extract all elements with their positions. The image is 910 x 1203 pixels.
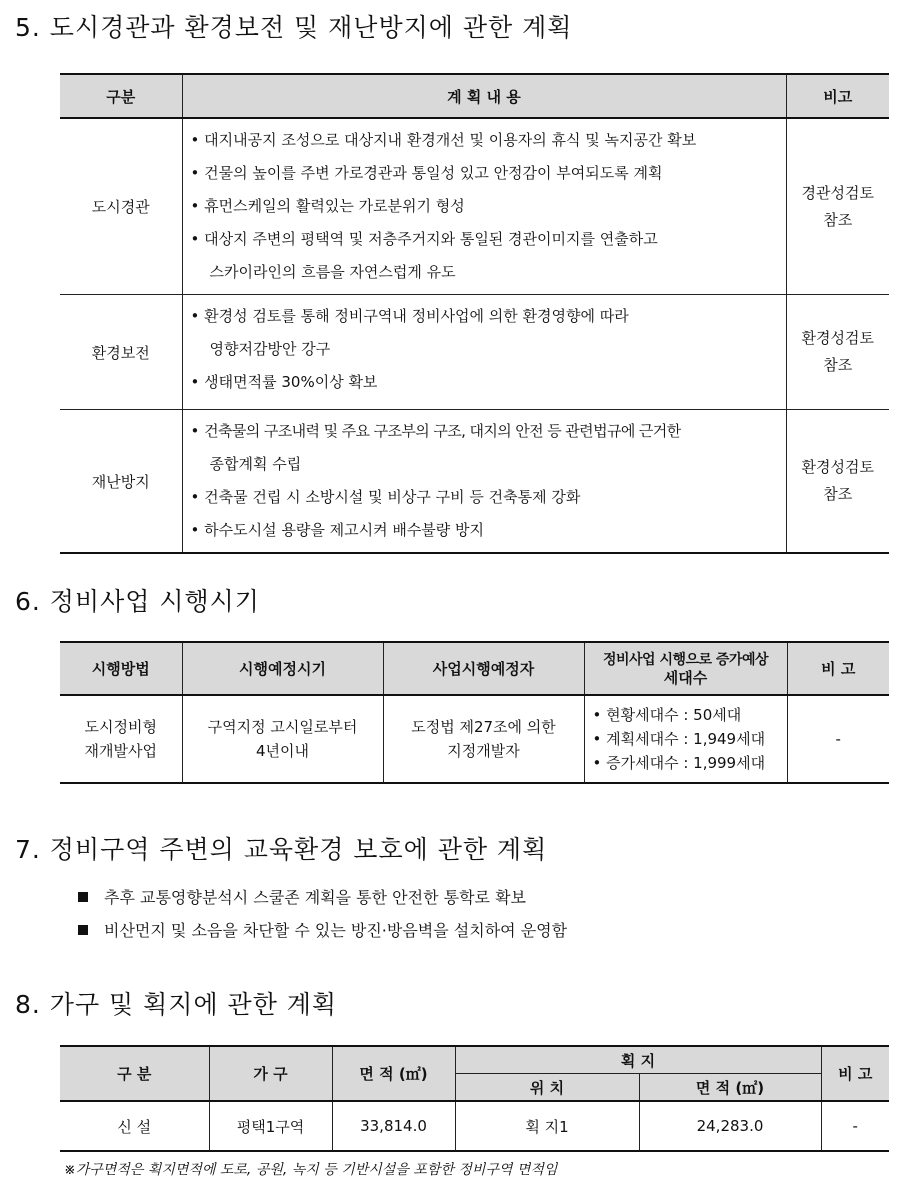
bullet-continuation: 영향저감방안 강구 (209, 340, 331, 358)
project-schedule-table (60, 641, 889, 784)
block-cell: 평택1구역 (209, 1101, 332, 1151)
footnote: ※가구면적은 획지면적에 도로, 공원, 녹지 등 기반시설을 포함한 정비구역 면적임 (64, 1162, 558, 1178)
bullet-line: • 휴먼스케일의 활력있는 가로분위기 형성 (190, 197, 465, 215)
bullet-continuation: 스카이라인의 흐름을 자연스럽게 유도 (209, 263, 456, 281)
landscape-environment-disaster-table (60, 73, 889, 554)
column-header-location: 위 치 (455, 1074, 639, 1102)
period-cell: 구역지정 고시일로부터 4년이내 (182, 695, 383, 783)
column-header-category: 구분 (60, 74, 182, 118)
column-header-remarks: 비 고 (787, 642, 889, 695)
operator-cell: 도정법 제27조에 의한 지정개발자 (383, 695, 584, 783)
column-header-category: 구 분 (60, 1046, 209, 1101)
bullet-line: • 환경성 검토를 통해 정비구역내 정비사업에 의한 환경영향에 따라 (190, 307, 629, 325)
column-header-operator: 사업시행예정자 (383, 642, 584, 695)
table-row (60, 295, 889, 410)
table-header-row (60, 74, 889, 118)
row-remarks: 환경성검토 참조 (786, 410, 889, 554)
column-header-method: 시행방법 (60, 642, 182, 695)
list-item: 비산먼지 및 소음을 차단할 수 있는 방진·방음벽을 설치하여 운영함 (78, 917, 567, 950)
column-header-remarks: 비고 (786, 74, 889, 118)
row-plan-content (182, 295, 786, 410)
row-remarks: 환경성검토 참조 (786, 295, 889, 410)
column-header-block: 가 구 (209, 1046, 332, 1101)
table-row (60, 695, 889, 783)
households-cell: • 현황세대수 : 50세대 • 계획세대수 : 1,949세대 • 증가세대수 : 1,999세대 (584, 695, 787, 783)
category-cell: 신 설 (60, 1101, 209, 1151)
column-header-lot: 획 지 (455, 1046, 821, 1074)
table-header-row (60, 642, 889, 695)
table-header-row (60, 1046, 889, 1074)
row-remarks: 경관성검토 참조 (786, 118, 889, 295)
row-category: 환경보전 (60, 295, 182, 410)
bullet-line: • 건축물 건립 시 소방시설 및 비상구 구비 등 건축통제 강화 (190, 488, 581, 506)
remarks-cell: - (787, 695, 889, 783)
remarks-cell: - (821, 1101, 889, 1151)
column-header-plan-content: 계 획 내 용 (182, 74, 786, 118)
bullet-continuation: 종합계획 수립 (209, 455, 302, 473)
square-bullet-icon (78, 925, 88, 935)
bullet-line: • 건물의 높이를 주변 가로경관과 통일성 있고 안정감이 부여되도록 계획 (190, 164, 663, 182)
row-category: 재난방지 (60, 410, 182, 554)
list-item: 추후 교통영향분석시 스쿨존 계획을 통한 안전한 통학로 확보 (78, 884, 567, 917)
square-bullet-icon (78, 892, 88, 902)
block-lot-table (60, 1045, 889, 1152)
table-row (60, 1101, 889, 1151)
bullet-line: • 대지내공지 조성으로 대상지내 환경개선 및 이용자의 휴식 및 녹지공간 확보 (190, 131, 697, 149)
section-8-title: 8. 가구 및 획지에 관한 계획 (15, 990, 338, 1019)
row-plan-content (182, 410, 786, 554)
section-5-title: 5. 도시경관과 환경보전 및 재난방지에 관한 계획 (15, 13, 573, 42)
column-header-lot-area: 면 적 (㎡) (639, 1074, 821, 1102)
lot-area-cell: 24,283.0 (639, 1101, 821, 1151)
row-category: 도시경관 (60, 118, 182, 295)
method-cell: 도시정비형 재개발사업 (60, 695, 182, 783)
table-row (60, 118, 889, 295)
bullet-line: • 대상지 주변의 평택역 및 저층주거지와 통일된 경관이미지를 연출하고 (190, 230, 658, 248)
row-plan-content (182, 118, 786, 295)
block-area-cell: 33,814.0 (332, 1101, 455, 1151)
section-7-title: 7. 정비구역 주변의 교육환경 보호에 관한 계획 (15, 835, 548, 864)
bullet-line: • 하수도시설 용량을 제고시켜 배수불량 방지 (190, 521, 485, 539)
section-6-title: 6. 정비사업 시행시기 (15, 587, 260, 616)
column-header-remarks: 비 고 (821, 1046, 889, 1101)
bullet-line: • 생태면적률 30%이상 확보 (190, 373, 378, 391)
location-cell: 획 지1 (455, 1101, 639, 1151)
column-header-period: 시행예정시기 (182, 642, 383, 695)
table-row (60, 410, 889, 554)
bullet-line: • 건축물의 구조내력 및 주요 구조부의 구조, 대지의 안전 등 관련법규에 근거한 (190, 422, 681, 440)
column-header-block-area: 면 적 (㎡) (332, 1046, 455, 1101)
column-header-households: 정비사업 시행으로 증가예상 세대수 (584, 642, 787, 695)
education-plan-list (78, 884, 567, 950)
